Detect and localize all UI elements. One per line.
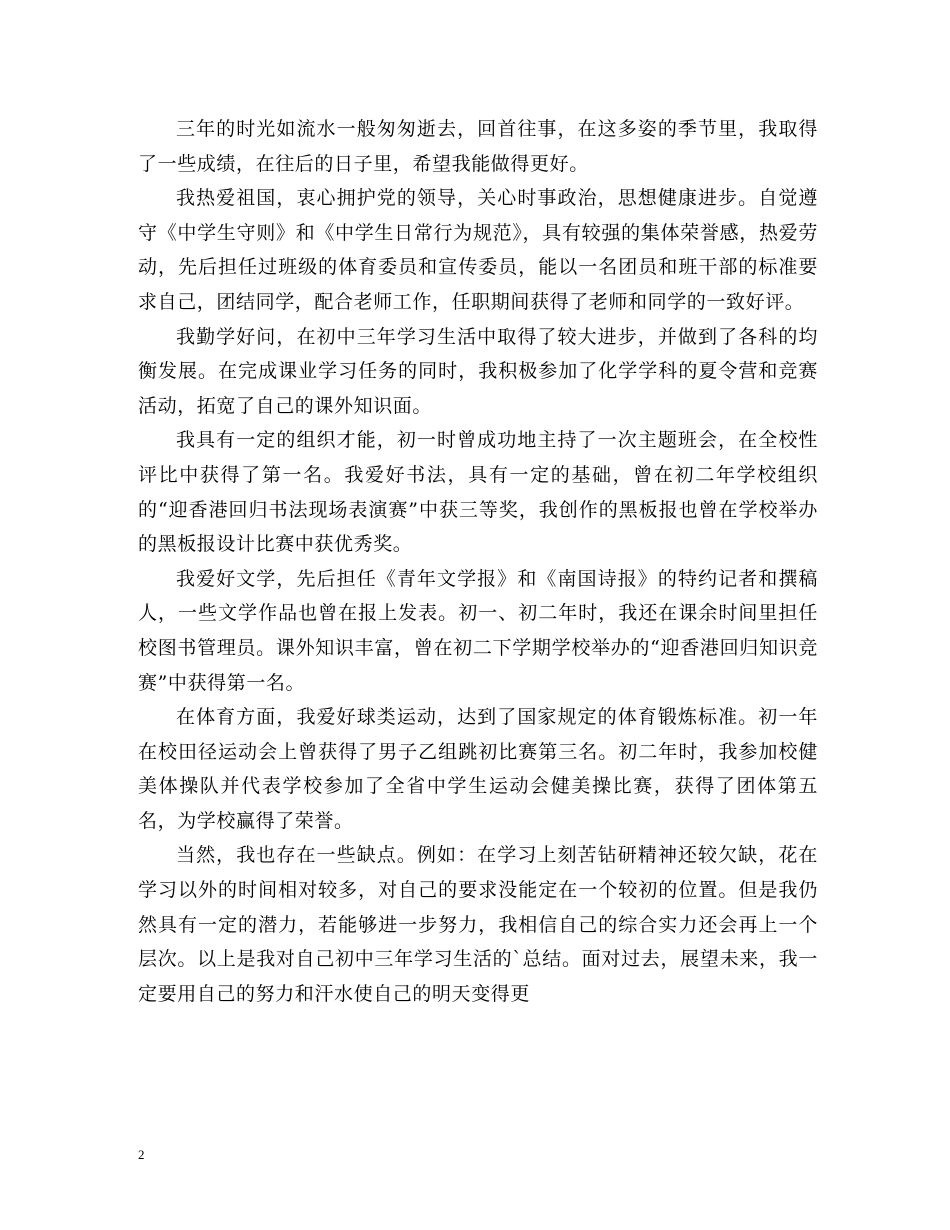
paragraph-2: 我热爱祖国，衷心拥护党的领导，关心时事政治，思想健康进步。自觉遵守《中学生守则》和《中学生日常行为规范》，具有较强的集体荣誉感，热爱劳动，先后担任过班级的体育委员和宣传委员，能以一名团员和班干部的标准要求自己，团结同学，配合老师工作，任职期间获得了老师和同学的一致好评。: [138, 187, 818, 313]
paragraph-6: 在体育方面，我爱好球类运动，达到了国家规定的体育锻炼标准。初一年在校田径运动会上曾获得了男子乙组跳初比赛第三名。初二年时，我参加校健美体操队并代表学校参加了全省中学生运动会健美操比赛，获得了团体第五名，为学校赢得了荣誉。: [138, 706, 818, 832]
paragraph-5: 我爱好文学，先后担任《青年文学报》和《南国诗报》的特约记者和撰稿人，一些文学作品也曾在报上发表。初一、初二年时，我还在课余时间里担任校图书管理员。课外知识丰富，曾在初二下学期学校举办的“迎香港回归知识竞赛”中获得第一名。: [138, 567, 818, 694]
page-number: 2: [138, 1147, 145, 1162]
paragraph-7: 当然，我也存在一些缺点。例如：在学习上刻苦钻研精神还较欠缺，花在学习以外的时间相对较多，对自己的要求没能定在一个较初的位置。但是我仍然具有一定的潜力，若能够进一步努力，我相信自己的综合实力还会再上一个层次。以上是我对自己初中三年学习生活的`总结。面对过去，展望未来，我一定要用自己的努力和汗水使自己的明天变得更: [138, 844, 818, 1005]
paragraph-4: 我具有一定的组织才能，初一时曾成功地主持了一次主题班会，在全校性评比中获得了第一名。我爱好书法，具有一定的基础，曾在初二年学校组织的“迎香港回归书法现场表演赛”中获三等奖，我创作的黑板报也曾在学校举办的黑板报设计比赛中获优秀奖。: [138, 429, 818, 556]
paragraph-3: 我勤学好问，在初中三年学习生活中取得了较大进步，并做到了各科的均衡发展。在完成课业学习任务的同时，我积极参加了化学学科的夏令营和竞赛活动，拓宽了自己的课外知识面。: [138, 325, 818, 417]
paragraph-1: 三年的时光如流水一般匆匆逝去，回首往事，在这多姿的季节里，我取得了一些成绩，在往后的日子里，希望我能做得更好。: [138, 118, 818, 175]
document-body: [138, 112, 818, 1011]
